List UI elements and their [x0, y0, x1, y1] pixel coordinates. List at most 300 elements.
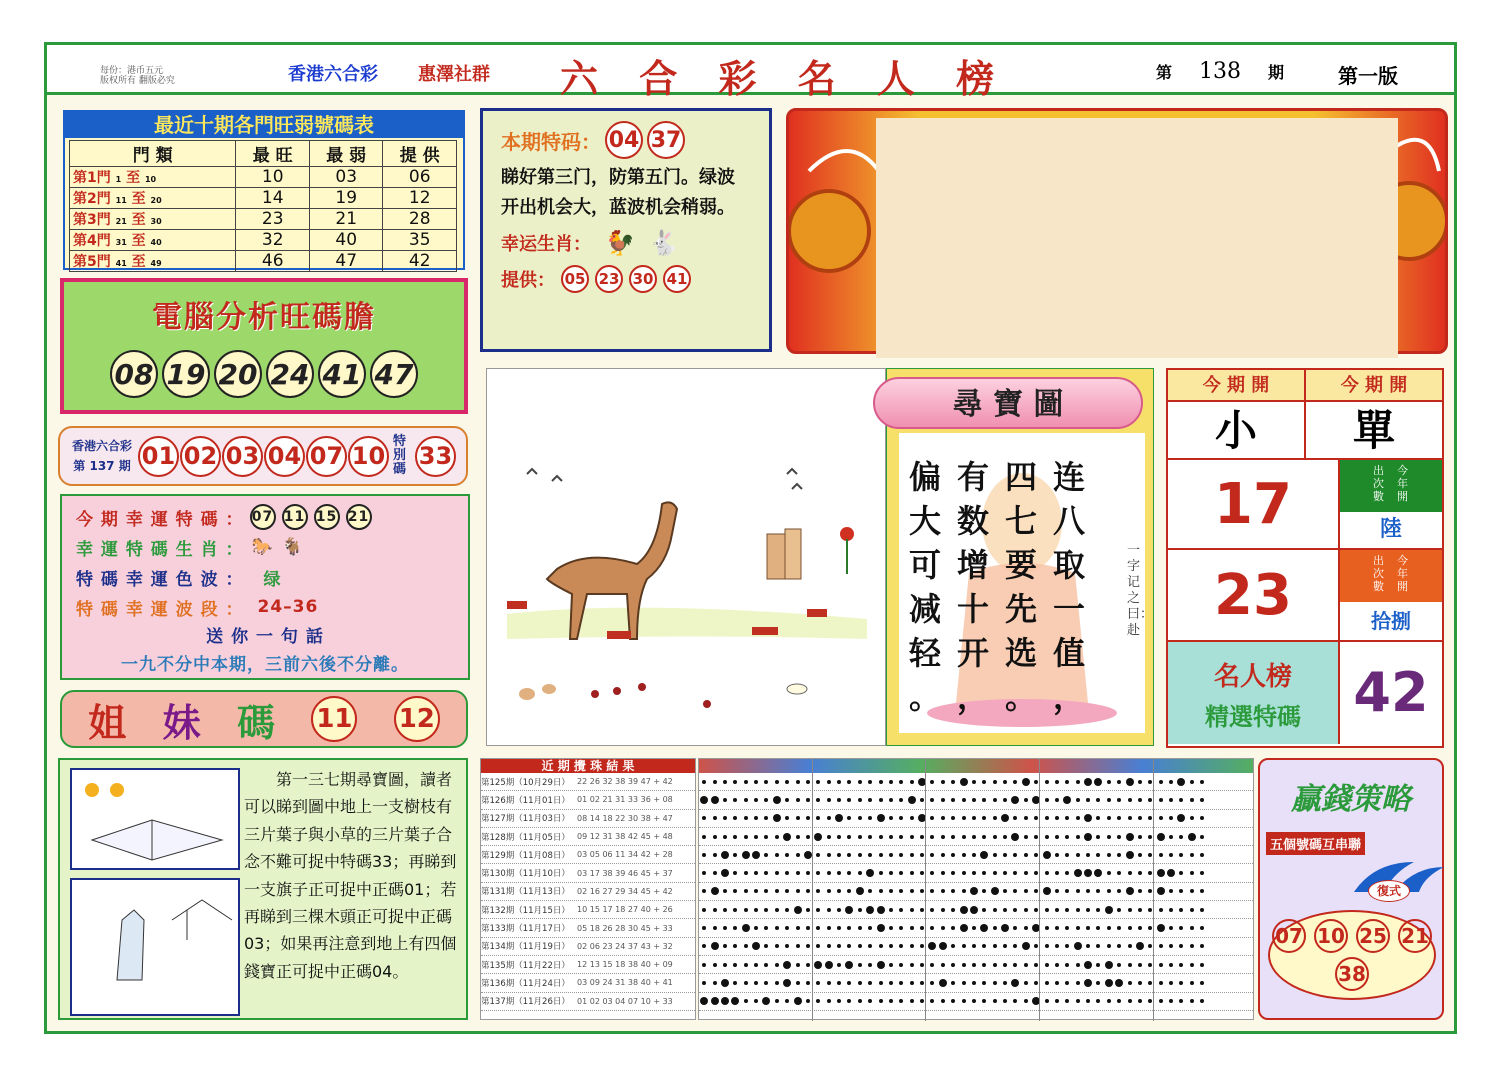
dot-mark — [827, 908, 831, 912]
computer-number: 41 — [318, 350, 366, 398]
dot-mark — [982, 816, 986, 820]
dot-mark — [879, 944, 883, 948]
dot-mark — [879, 889, 883, 893]
dot-mark — [731, 997, 739, 1005]
side-note: 一字记之曰：赴 — [1127, 543, 1154, 638]
dot-mark — [1094, 778, 1102, 786]
dot-mark — [960, 924, 968, 932]
dot-mark — [713, 908, 717, 912]
dot-mark — [1013, 853, 1017, 857]
dot-mark — [1148, 798, 1152, 802]
horse-scene — [487, 369, 885, 745]
dot-mark — [1043, 887, 1051, 895]
dot-mark — [1179, 853, 1183, 857]
dot-mark — [1138, 981, 1142, 985]
dot-mark — [1096, 908, 1100, 912]
dot-mark — [920, 944, 924, 948]
dot-mark — [1138, 780, 1142, 784]
dot-mark — [1200, 780, 1204, 784]
dot-mark — [982, 889, 986, 893]
strategy-number: 10 — [1314, 919, 1348, 953]
dot-mark — [754, 889, 758, 893]
dot-mark — [1117, 780, 1121, 784]
dot-mark — [899, 908, 903, 912]
dot-mark — [879, 835, 883, 839]
history-row: 第129期（11月08日） 03 05 06 11 34 42 + 28 — [481, 846, 695, 864]
dot-mark — [899, 780, 903, 784]
dot-mark — [1096, 853, 1100, 857]
dot-mark — [868, 999, 872, 1003]
provide-number: 05 — [561, 265, 589, 293]
dot-mark — [1117, 999, 1121, 1003]
dot-mark — [970, 887, 978, 895]
dot-mark — [1200, 926, 1204, 930]
dot-mark — [1065, 871, 1069, 875]
dot-mark — [910, 816, 914, 820]
dot-mark — [1126, 851, 1134, 859]
dot-mark — [1200, 853, 1204, 857]
dot-mark — [930, 999, 934, 1003]
dot-mark — [993, 963, 997, 967]
dot-mark — [1045, 835, 1049, 839]
dot-mark — [910, 963, 914, 967]
dot-mark — [877, 906, 885, 914]
dot-mark — [1190, 798, 1194, 802]
dot-mark — [1076, 889, 1080, 893]
dot-mark — [962, 981, 966, 985]
dot-mark — [1034, 835, 1038, 839]
dot-mark — [1138, 816, 1142, 820]
last-draw-numbers — [138, 436, 389, 477]
dot-mark — [920, 853, 924, 857]
dot-mark — [910, 835, 914, 839]
dot-mark — [1190, 889, 1194, 893]
dot-mark — [1200, 889, 1204, 893]
dot-mark — [993, 908, 997, 912]
dot-mark — [962, 816, 966, 820]
dot-mark — [930, 871, 934, 875]
dot-mark — [991, 887, 999, 895]
dot-mark — [1107, 853, 1111, 857]
lucky-box: 今 期 幸 運 特 碼 ： 07 11 15 21 幸 運 特 碼 生 肖 ： 🐎 🐐 特 碼 幸 運 色 波 ： 绿 特 碼 幸 運 波 段 ： 24–36 送 你 一 句 話 一九不分中本期，三前六後不分離。 — [60, 494, 470, 680]
dot-mark — [1148, 999, 1152, 1003]
dot-row — [699, 846, 1253, 864]
dot-mark — [951, 908, 955, 912]
dot-mark — [962, 835, 966, 839]
dot-mark — [889, 908, 893, 912]
ten-period-table — [63, 110, 465, 270]
dot-mark — [1200, 944, 1204, 948]
dot-mark — [796, 816, 800, 820]
dot-row — [699, 773, 1253, 791]
dot-mark — [889, 999, 893, 1003]
dot-mark — [764, 871, 768, 875]
dot-mark — [847, 889, 851, 893]
dot-mark — [806, 889, 810, 893]
dot-mark — [773, 796, 781, 804]
dot-mark — [858, 853, 862, 857]
dot-mark — [733, 944, 737, 948]
story-box — [58, 758, 468, 1020]
dot-mark — [700, 796, 708, 804]
dot-mark — [754, 835, 758, 839]
dot-mark — [1200, 816, 1204, 820]
dot-mark — [920, 889, 924, 893]
dot-mark — [1126, 778, 1134, 786]
dot-mark — [1179, 926, 1183, 930]
special-number: 37 — [647, 121, 685, 159]
dot-mark — [1086, 908, 1090, 912]
dot-mark — [1013, 963, 1017, 967]
provide-number: 41 — [663, 265, 691, 293]
dot-mark — [982, 835, 986, 839]
dot-mark — [1076, 999, 1080, 1003]
dot-mark — [744, 871, 748, 875]
dot-mark — [972, 944, 976, 948]
dot-mark — [845, 906, 853, 914]
history-row: 第125期（10月29日） 22 26 32 38 39 47 + 42 — [481, 773, 695, 791]
dot-mark — [744, 981, 748, 985]
computer-analysis-box — [60, 278, 468, 414]
dot-mark — [783, 961, 791, 969]
dot-mark — [1159, 908, 1163, 912]
dot-mark — [816, 981, 820, 985]
dot-mark — [993, 780, 997, 784]
dot-mark — [1128, 871, 1132, 875]
dot-mark — [1128, 816, 1132, 820]
dot-mark — [764, 780, 768, 784]
dot-mark — [796, 889, 800, 893]
brand-2: 惠澤社群 — [418, 64, 490, 85]
dot-mark — [837, 853, 841, 857]
dot-mark — [877, 924, 885, 932]
dot-mark — [775, 853, 779, 857]
dot-mark — [879, 871, 883, 875]
dot-mark — [827, 853, 831, 857]
dot-mark — [806, 926, 810, 930]
dot-mark — [920, 798, 924, 802]
dot-mark — [796, 871, 800, 875]
table-row: 第4門 31 至 40 32 40 35 — [70, 230, 457, 251]
dot-mark — [847, 816, 851, 820]
dot-mark — [1169, 926, 1173, 930]
dot-mark — [920, 871, 924, 875]
dot-mark — [930, 835, 934, 839]
dot-mark — [1159, 816, 1163, 820]
dot-mark — [993, 981, 997, 985]
dot-mark — [982, 908, 986, 912]
dot-mark — [775, 835, 779, 839]
dot-mark — [764, 853, 768, 857]
table-row: 第3門 21 至 30 23 21 28 — [70, 209, 457, 230]
dot-mark — [1065, 926, 1069, 930]
dot-mark — [1159, 798, 1163, 802]
dot-mark — [1148, 780, 1152, 784]
computer-title: 電腦分析旺碼膽 — [152, 300, 376, 335]
dot-mark — [1177, 814, 1185, 822]
dot-mark — [1003, 963, 1007, 967]
dot-mark — [806, 981, 810, 985]
dot-mark — [1128, 926, 1132, 930]
dot-mark — [1126, 887, 1134, 895]
dot-mark — [1117, 871, 1121, 875]
dot-mark — [1045, 798, 1049, 802]
dot-mark — [796, 853, 800, 857]
dot-mark — [1179, 835, 1183, 839]
ten-table-title: 最近十期各門旺弱號碼表 — [65, 112, 463, 138]
dot-mark — [1200, 871, 1204, 875]
dot-mark — [744, 908, 748, 912]
history-row: 第132期（11月15日） 10 15 17 18 27 40 + 26 — [481, 901, 695, 919]
dot-mark — [1065, 780, 1069, 784]
dot-mark — [910, 908, 914, 912]
dot-mark — [1084, 869, 1092, 877]
dot-mark — [775, 926, 779, 930]
dot-mark — [702, 835, 706, 839]
dot-mark — [1024, 926, 1028, 930]
dot-mark — [744, 889, 748, 893]
dot-mark — [868, 926, 872, 930]
dot-mark — [785, 926, 789, 930]
dot-mark — [733, 816, 737, 820]
draw-number: 07 — [306, 436, 347, 477]
dot-mark — [1065, 889, 1069, 893]
dot-mark — [1179, 981, 1183, 985]
dot-mark — [1003, 798, 1007, 802]
dot-mark — [764, 798, 768, 802]
special-number: 04 — [605, 121, 643, 159]
dot-mark — [1159, 963, 1163, 967]
dot-mark — [837, 926, 841, 930]
dot-mark — [1159, 853, 1163, 857]
computer-number: 20 — [214, 350, 262, 398]
dot-mark — [1138, 963, 1142, 967]
dot-mark — [899, 963, 903, 967]
dot-mark — [702, 853, 706, 857]
provide-number: 23 — [595, 265, 623, 293]
dot-mark — [1188, 833, 1196, 841]
dot-mark — [1117, 963, 1121, 967]
dot-mark — [1169, 780, 1173, 784]
dot-mark — [1074, 869, 1082, 877]
dot-mark — [754, 963, 758, 967]
dot-mark — [941, 853, 945, 857]
draw-number: 01 — [138, 436, 179, 477]
dot-mark — [1003, 908, 1007, 912]
dot-mark — [1200, 908, 1204, 912]
dot-mark — [775, 963, 779, 967]
dot-mark — [962, 999, 966, 1003]
dot-mark — [858, 798, 862, 802]
dot-mark — [816, 889, 820, 893]
dot-mark — [868, 853, 872, 857]
dot-mark — [1179, 963, 1183, 967]
dot-mark — [972, 780, 976, 784]
dot-mark — [827, 889, 831, 893]
dot-mark — [713, 981, 717, 985]
dot-mark — [806, 780, 810, 784]
special-label: 特別碼 — [393, 434, 407, 477]
dot-mark — [744, 963, 748, 967]
dot-mark — [700, 997, 708, 1005]
dot-row — [699, 974, 1253, 992]
dot-mark — [837, 963, 841, 967]
dot-mark — [879, 798, 883, 802]
dot-mark — [899, 853, 903, 857]
dot-mark — [951, 926, 955, 930]
dot-mark — [962, 889, 966, 893]
blank-banner-area — [876, 118, 1398, 358]
dot-mark — [827, 780, 831, 784]
dot-mark — [1024, 999, 1028, 1003]
dot-mark — [744, 816, 748, 820]
dot-mark — [1148, 835, 1152, 839]
strategy-box: 贏錢策略 五個號碼互串聯 復式 07 10 25 21 38 — [1258, 758, 1444, 1020]
dot-mark — [1086, 853, 1090, 857]
dot-mark — [785, 999, 789, 1003]
dot-mark — [972, 871, 976, 875]
dot-row — [699, 938, 1253, 956]
dot-mark — [764, 926, 768, 930]
dot-mark — [754, 871, 758, 875]
table-row: 第2門 11 至 20 14 19 12 — [70, 188, 457, 209]
sister-box: 姐 妹 碼 11 12 — [60, 690, 468, 748]
horse-icon: 🐎 — [251, 537, 274, 557]
dot-mark — [899, 889, 903, 893]
dot-mark — [1024, 908, 1028, 912]
dot-mark — [1179, 944, 1183, 948]
table-row: 第5門 41 至 49 46 47 42 — [70, 251, 457, 272]
dot-mark — [1084, 778, 1092, 786]
dot-mark — [1022, 942, 1030, 950]
strategy-number: 25 — [1356, 919, 1390, 953]
dot-mark — [951, 944, 955, 948]
dot-mark — [1128, 908, 1132, 912]
dot-mark — [733, 780, 737, 784]
dot-mark — [962, 853, 966, 857]
wave-icon — [1264, 852, 1444, 896]
dot-mark — [1107, 780, 1111, 784]
dot-mark — [899, 871, 903, 875]
dot-mark — [1001, 924, 1009, 932]
dot-mark — [796, 798, 800, 802]
dot-mark — [993, 944, 997, 948]
dot-mark — [1096, 798, 1100, 802]
dot-mark — [764, 963, 768, 967]
dot-mark — [806, 835, 810, 839]
dot-mark — [972, 853, 976, 857]
dot-mark — [951, 780, 955, 784]
dot-mark — [775, 999, 779, 1003]
dot-mark — [1169, 981, 1173, 985]
dot-mark — [1045, 963, 1049, 967]
history-row: 第134期（11月19日） 02 06 23 24 37 43 + 32 — [481, 938, 695, 956]
dot-mark — [993, 816, 997, 820]
dot-mark — [794, 906, 802, 914]
book-illustration — [70, 768, 240, 870]
dot-mark — [899, 816, 903, 820]
dot-mark — [837, 999, 841, 1003]
dot-mark — [951, 999, 955, 1003]
dot-mark — [1159, 780, 1163, 784]
dot-mark — [1024, 853, 1028, 857]
dot-mark — [972, 981, 976, 985]
dot-mark — [827, 798, 831, 802]
dot-mark — [1159, 944, 1163, 948]
dot-mark — [1013, 999, 1017, 1003]
rabbit-icon: 🐇 — [648, 229, 679, 257]
dot-mark — [1034, 816, 1038, 820]
lucky-number: 07 — [250, 504, 276, 530]
history-table: 近 期 攪 珠 結 果 第125期（10月29日） 22 26 32 38 39 47 + 42 第126期（11月01日） 01 02 21 31 33 36 + 08 第127期（11月03日） 08 14 18 22 30 38 + 47 第128期（11月05日） 09 12 31 38 42 45 + 48 第129期（11月08日） 03 05 06 11 34 42 + 28 第130期（11月10日） 03 17 38 39 46 45 + 37 第131期（11月13日） 02 16 27 29 34 45 + 42 第132期（11月15日） 10 15 17 18 27 40 + 26 第133期（11月17日） 05 18 26 28 30 45 + 33 第134期（11月19日） 02 06 23 24 37 43 + 32 第135期（11月22日） 12 13 15 18 38 40 + 09 第136期（11月24日） 03 09 24 31 38 40 + 41 第137期（11月26日） 01 02 03 04 07 10 + 33 — [480, 758, 696, 1020]
dot-mark — [1034, 981, 1038, 985]
dot-mark — [764, 835, 768, 839]
dot-mark — [785, 944, 789, 948]
computer-number: 08 — [110, 350, 158, 398]
dot-mark — [796, 963, 800, 967]
dot-mark — [951, 889, 955, 893]
dot-mark — [702, 871, 706, 875]
dot-mark — [775, 889, 779, 893]
dot-mark — [1177, 778, 1185, 786]
dot-mark — [868, 981, 872, 985]
dot-mark — [1138, 908, 1142, 912]
strategy-number: 38 — [1335, 957, 1369, 991]
dot-mark — [806, 871, 810, 875]
dot-mark — [721, 869, 729, 877]
dot-mark — [1045, 816, 1049, 820]
dot-mark — [827, 816, 831, 820]
dot-mark — [1200, 798, 1204, 802]
dot-mark — [733, 963, 737, 967]
dot-mark — [962, 944, 966, 948]
dot-mark — [1190, 780, 1194, 784]
dot-mark — [868, 889, 872, 893]
dot-mark — [1024, 835, 1028, 839]
dot-mark — [1055, 798, 1059, 802]
dot-mark — [742, 924, 750, 932]
dot-mark — [1076, 926, 1080, 930]
dot-mark — [993, 871, 997, 875]
history-row: 第127期（11月03日） 08 14 18 22 30 38 + 47 — [481, 810, 695, 828]
dot-mark — [930, 963, 934, 967]
dot-mark — [877, 814, 885, 822]
dot-mark — [868, 816, 872, 820]
dot-mark — [960, 906, 968, 914]
dot-mark — [951, 981, 955, 985]
dot-row — [699, 864, 1253, 882]
dot-mark — [837, 981, 841, 985]
dot-mark — [723, 926, 727, 930]
dot-mark — [1045, 944, 1049, 948]
dot-mark — [1148, 871, 1152, 875]
dot-mark — [754, 908, 758, 912]
dot-mark — [816, 780, 820, 784]
dot-mark — [847, 999, 851, 1003]
dot-mark — [785, 853, 789, 857]
dot-mark — [1034, 889, 1038, 893]
dot-mark — [744, 999, 748, 1003]
dot-mark — [1065, 835, 1069, 839]
strategy-numbers — [1268, 910, 1436, 1000]
dot-mark — [982, 944, 986, 948]
dot-mark — [982, 780, 986, 784]
dot-mark — [713, 871, 717, 875]
dot-mark — [1107, 944, 1111, 948]
rooster-icon: 🐓 — [605, 229, 635, 257]
dot-mark — [1045, 871, 1049, 875]
dot-mark — [816, 798, 820, 802]
